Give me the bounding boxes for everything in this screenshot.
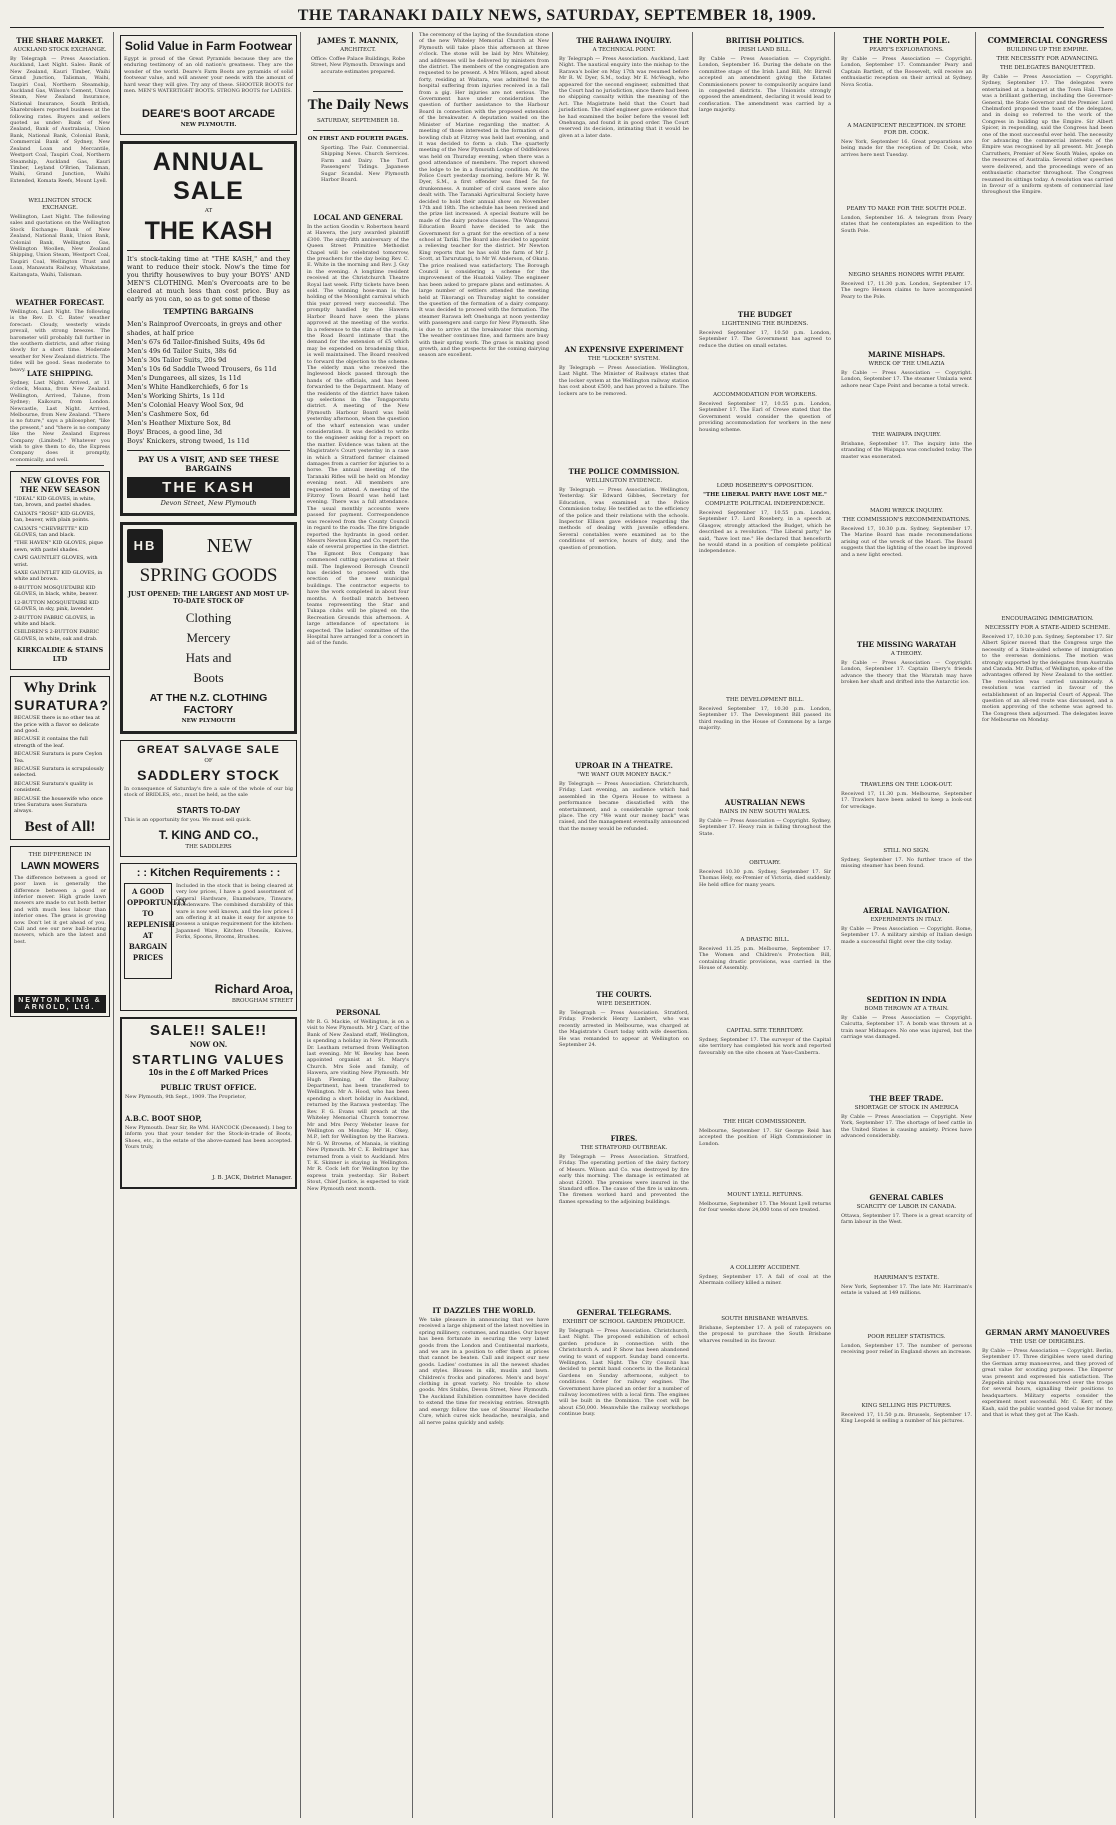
king-text: Received 17, 11.50 p.m. Brussels, September 17. King Leopold is selling a number of his pictures. <box>841 1412 972 1425</box>
army-heading: GERMAN ARMY MANOEUVRES <box>985 1328 1110 1337</box>
glove-item: 2-BUTTON FABRIC GLOVES, in white and black. <box>14 614 95 627</box>
deares-boot-arcade: DEARE'S BOOT ARCADE <box>142 108 275 120</box>
negro-sub: NEGRO SHARES HONORS WITH PEARY. <box>848 272 965 278</box>
suratura-point: BECAUSE Suratura's quality is consistent. <box>14 780 93 794</box>
bargain-item: Boys' Knickers, strong tweed, 1s 11d <box>127 437 250 445</box>
suratura-point: BECAUSE Suratura is scrupulously selected. <box>14 765 104 779</box>
maori-wreck-sub: MAORI WRECK INQUIRY. <box>870 508 943 514</box>
accommodation-text: Received September 17, 10.55 p.m. London, September 17. The Earl of Crewe stated that the Government would consider the question of providing accommodation for workers in the new housing scheme. <box>699 401 831 433</box>
lawn-mowers-text: The difference between a good or poor lawn is generally the difference between a good or inferior mower. High grade lawn mowers are made to cut both better and with much less labour than inferior ones. The grass is growing now. Don't let it get ahead of you. Call and see our new ball-bearing mowers, which are the latest and best. <box>14 874 106 945</box>
weather-text: Wellington, Last Night. The following is the Rev. D. C. Bates' weather forecast: Cloudy, westerly winds prevail, with strong breezes. The barometer will probably fall further in the southern districts, and after rising slowly for a short time. Moderate weather for New Zealand districts. The tides will be good. Seas moderate to heavy. <box>10 309 110 373</box>
wreck-text: By Cable — Press Association — Copyright. London, September 17. The steamer Umlazia went ashore near Cape Point and became a total wreck. <box>841 370 972 389</box>
wreck-sub: WRECK OF THE UMLAZIA <box>868 361 945 367</box>
glove-item: 8-BUTTON MOSQUETAIRE KID GLOVES, in black, white, beaver. <box>14 584 98 598</box>
starts-today: STARTS TO-DAY <box>176 806 241 815</box>
of-text: OF <box>204 758 213 764</box>
marine-heading: MARINE MISHAPS. <box>867 350 946 359</box>
theory-sub: A THEORY. <box>890 651 923 657</box>
gloves-list <box>14 496 106 642</box>
glove-item: 12-BUTTON MOSQUETAIRE KID GLOVES, in sky, pink, lavender. <box>14 599 99 613</box>
glove-item: "IDEAL" KID GLOVES, in white, tan, brown, and pastel shades. <box>14 496 96 509</box>
farm-footwear-text: Egypt is proud of the Great Pyramids because they are the enduring testimony of an old nation's greatness. They are the wonder of the world. Deare's Farm Boots are pyramids of solid footwear value, and will answer your needs with the amount of hard wear they will give. Try any of these. SHOOTER BOOTS for men. MEN'S WATERTIGHT BOOTS. STRONG BOOTS for LADIES. <box>124 56 293 95</box>
saddlery-heading: SADDLERY STOCK <box>137 767 280 783</box>
evidence-sub: WELLINGTON EVIDENCE. <box>585 478 663 484</box>
gloves-heading: NEW GLOVES FOR THE NEW SEASON <box>19 476 101 494</box>
sale-sale-heading: SALE!! SALE!! <box>149 1022 268 1039</box>
peary-south-sub: PEARY TO MAKE FOR THE SOUTH POLE. <box>846 206 967 212</box>
rahawa-text: By Telegraph — Press Association. Auckland, Last Night. The nautical enquiry into the mishap to the Rarawa's boiler on May 17th was resumed before Mr R. W. Dyer, S.M., today. Mr E. McVeagh, who appeared for the second engineer, submitted that the Court had no jurisdiction, since there had been no shipping casualty within the meaning of the Act. The Magistrate held that the Court had jurisdiction. The chief engineer gave evidence that he had examined the boiler before the vessel left Onehunga, and found it in good order. The Court reserved its decision, intimating that it would be given at a later date. <box>559 56 689 139</box>
bomb-text: By Cable — Press Association — Copyright. Calcutta, September 17. A bomb was thrown at a train near Midnapore. No one was injured, but the carriage was damaged. <box>841 1015 972 1041</box>
opportunity-box: A GOOD OPPORTUNITY TO REPLENISH AT BARGAIN PRICES <box>124 883 172 979</box>
development-sub: THE DEVELOPMENT BILL. <box>726 697 804 703</box>
dirigibles-sub: THE USE OF DIRIGIBLES. <box>1010 1339 1085 1345</box>
richard-aroa-name: Richard Aroa, <box>214 982 293 996</box>
late-shipping-text: Sydney, Last Night. Arrived, at 11 o'clock, Moana, from New Zealand. Wellington, Arrived, Talune, from Sydney; Kaikoura, from London. Newcastle, Last Night. Arrived, Melbourne, from New Zealand. "There is no future," says a philosopher, "like the present," and "there is no company like the New Zealand Express Company (Limited)." Whatever you wish to give them to do, the Express Company does it promptly, economically, and well. <box>10 380 110 463</box>
mercery-text: Mercery <box>186 630 231 645</box>
best-of-all-heading: Best of All! <box>24 818 96 835</box>
fires-heading: FIRES. <box>610 1134 638 1143</box>
suratura-point: BECAUSE Suratura is pure Ceylon Tea. <box>14 751 103 764</box>
commission-text: Received 17, 10.30 p.m. Sydney, September 17. The Marine Board has made recommendations arising out of the wreck of the Maori. The Board suggests that the lighting of the coast be improved and a new light erected. <box>841 526 972 558</box>
pearys-sub: PEARY'S EXPLORATIONS. <box>869 47 944 53</box>
salvage-heading: GREAT SALVAGE SALE <box>137 744 280 756</box>
weather-heading: WEATHER FORECAST. <box>15 298 105 307</box>
suratura-ad <box>10 676 110 840</box>
factory-location: NEW PLYMOUTH <box>181 718 236 724</box>
saddlers-sub: THE SADDLERS <box>185 844 232 850</box>
trust-text-2: New Plymouth. Dear Sir, Re WM. HANCOCK (Deceased). I beg to inform you that your tender for the Stock-in-trade of Boots, Shoes, etc., in the estate of the above-named has been accepted. Yours truly, <box>125 1125 292 1151</box>
north-pole-heading: THE NORTH POLE. <box>863 35 950 45</box>
boots-text: Boots <box>193 670 224 685</box>
courts-heading: THE COURTS. <box>596 990 652 999</box>
expensive-heading: AN EXPENSIVE EXPERIMENT <box>564 345 684 354</box>
lawn-mowers-heading: LAWN MOWERS <box>20 860 100 872</box>
still-no-text: Sydney, September 17. No further trace of the missing steamer has been found. <box>841 857 972 870</box>
bargains-list <box>127 320 290 446</box>
courts-text: By Telegraph — Press Association. Stratford, Friday. Frederick Henry Lambert, who was recently arrested in Melbourne, was charged at the Magistrate's Court today with wife desertion. He was remanded to appear at Wellington on September 24. <box>559 1010 689 1049</box>
dazzles-heading: IT DAZZLES THE WORLD. <box>432 1306 536 1315</box>
column-4 <box>419 32 553 1818</box>
waipapa-sub: THE WAIPAPA INQUIRY. <box>872 432 941 438</box>
abc-boot-ad <box>120 1017 297 1189</box>
on-first-pages: ON FIRST AND FOURTH PAGES. <box>307 136 409 142</box>
trawlers-sub: TRAWLERS ON THE LOOK-OUT. <box>860 782 953 788</box>
negro-text: Received 17, 11.30 p.m. London, September 17. The negro Henson claims to have accompanied Peary to the Pole. <box>841 281 972 300</box>
tking-name: T. KING AND CO., <box>158 828 259 842</box>
letter-signature: J. B. JACK, District Manager. <box>212 1175 292 1181</box>
immigration-sub: ENCOURAGING IMMIGRATION. <box>1001 616 1094 622</box>
theory-text: By Cable — Press Association — Copyright. London, September 17. Captain Ilbery's friends advance the theory that the Waratah may have broken her shaft and drifted into the Antarctic ice. <box>841 660 972 686</box>
bargain-item: Men's Working Shirts, 1s 11d <box>127 392 225 400</box>
column-5 <box>559 32 693 1818</box>
spring-goods-heading: SPRING GOODS <box>139 565 278 586</box>
general-telegrams-text: By Telegraph — Press Association. Christchurch, Last Night. The proposed exhibition of school garden produce in connection with the Christchurch A. and P. Show has been abandoned owing to want of support. Sunday band concerts. Wellington, Last Night. The City Council has decided to permit band concerts in the Botanical Gardens on Sunday afternoons, subject to conditions. Order for railway engines. The Government have placed an order for a number of railway locomotives with a local firm. The engines will be built in the Dominion. The cost will be about £50,000. Meanwhile the railway workshops continue busy. <box>559 1328 689 1418</box>
kitchen-heading: : : Kitchen Requirements : : <box>136 867 281 879</box>
experiments-text: By Cable — Press Association — Copyright. Rome, September 17. A military airship of Italian design made a successful flight over the city today. <box>841 926 972 945</box>
pearys-text: By Cable — Press Association — Copyright. London, September 17. Commander Peary and Captain Bartlett, of the Roosevelt, will receive an enthusiastic reception on their arrival at Sydney, Nova Scotia. <box>841 56 972 88</box>
personal-text: Mr R. G. Mackie, of Wellington, is on a visit to New Plymouth. Mr J. Carr, of the Bank of New Zealand staff, Wellington, is spending a holiday in New Plymouth. Dr. Leatham returned from Wellington last evening. Mr W. Bewley has been appointed organist at St. Mary's Church. Mrs Sole and family, of Hawera, are visiting New Plymouth. Mr Hugh Fleming, of the Railway Department, has been transferred to Wellington. Mr A. Hood, who has been spending a short holiday in Auckland, returned by the Rarawa yesterday. The Rev. F. G. Evans will preach at the Whiteley Memorial Church tomorrow. Mr and Mrs Percy Webster leave for Wellington on Monday. Mr H. Okey, M.P., left for Wellington by the Rarawa. Mr G. W. Browne, of Manaia, is visiting New Plymouth. Mr C. E. Bellringer has returned from a visit to Auckland. Mrs T. K. Skinner is staying in Wellington. Mr R. Cock left for Wellington by the express train yesterday. Sir Robert Stout, Chief Justice, is expected to visit New Plymouth next month. <box>307 1019 409 1192</box>
farm-footwear-ad <box>120 35 297 135</box>
public-trust-heading: PUBLIC TRUST OFFICE. <box>160 1083 257 1092</box>
accommodation-sub: ACCOMMODATION FOR WORKERS. <box>713 392 817 398</box>
stratford-sub: THE STRATFORD OUTBREAK. <box>580 1145 668 1151</box>
locker-sub: THE "LOCKER" SYSTEM. <box>588 356 660 362</box>
magnificent-sub: A MAGNIFICENT RECEPTION. IN STORE FOR DR. COOK. <box>847 123 966 136</box>
just-opened-text: JUST OPENED: THE LARGEST AND MOST UP-TO-DATE STOCK OF <box>127 591 290 605</box>
colliery-text: Sydney, September 17. A fall of coal at the Abermain colliery killed a miner. <box>699 1274 831 1287</box>
column-2 <box>120 32 301 1818</box>
money-back-sub: "WE WANT OUR MONEY BACK." <box>577 772 671 778</box>
bargain-item: Men's 10s 6d Saddle Tweed Trousers, 6s 11d <box>127 365 277 373</box>
army-text: By Cable — Press Association — Copyright. Berlin, September 17. Three dirigibles were used during the German army manoeuvres, and they proved of great value for scouting purposes. The Emperor was present and expressed his satisfaction. The Zeppelin airship was manoeuvred over the troops for several hours, signalling their positions to headquarters. Military experts consider the experiment most successful. Mr. C. Kerr, of the Kash, said the public wanted good value for money, and that is what they got at The Kash. <box>982 1348 1113 1419</box>
mannix-text: Office: Coffee Palace Buildings, Robe Street, New Plymouth. Drawings and accurate estimates prepared. <box>310 56 406 75</box>
bargain-item: Men's Cashmere Sox, 6d <box>127 410 209 418</box>
theatre-text: By Telegraph — Press Association. Christchurch, Friday. Last evening, an audience which had assembled in the Opera House to witness a performance became dissatisfied with the entertainment, and a considerable uproar took place. The cry "We want our money back" was raised, and the management eventually announced that the money would be refunded. <box>559 781 689 832</box>
now-on-text: NOW ON. <box>189 1040 228 1049</box>
glove-item: CAPE GAUNTLET GLOVES, with wrist. <box>14 555 98 568</box>
locker-text: By Telegraph — Press Association. Wellington, Last Night. The Minister of Railways states that the locker system at the Wellington railway station has cost about £500, and has proved a failure. The lockers are to be removed. <box>559 365 689 397</box>
harriman-text: New York, September 17. The late Mr. Harriman's estate is valued at 149 millions. <box>841 1284 972 1297</box>
suratura-point: BECAUSE there is no other tea at the price with a flavor so delicate and good. <box>14 715 101 734</box>
wellington-exchange-heading: WELLINGTON STOCK EXCHANGE. <box>28 198 92 211</box>
abc-boot-name: A.B.C. BOOT SHOP, <box>125 1114 202 1123</box>
bomb-sub: BOMB THROWN AT A TRAIN. <box>864 1006 949 1012</box>
development-text: Received September 17, 10.30 p.m. London, September 17. The Development Bill passed its third reading in the House of Commons by a large majority. <box>699 706 831 732</box>
kitchen-ad <box>120 863 297 1011</box>
suratura-list <box>14 715 106 815</box>
commercial-congress-heading: COMMERCIAL CONGRESS <box>987 35 1108 45</box>
contents-list: Sporting. The Fair. Commercial. Shipping News. Church Services. Farm and Dairy. The Turf. Passengers' Tidings. Japanese Sugar Scandal. New Plymouth Harbor Board. <box>321 145 409 184</box>
irish-land-sub: IRISH LAND BILL. <box>738 47 792 53</box>
lightening-text: Received September 17, 10.50 p.m. London, September 17. The Government has agreed to reduce the duties on small estates. <box>699 330 831 349</box>
brougham-sub: BROUGHAM STREET <box>231 998 293 1004</box>
police-text: By Telegraph — Press Association. Wellington, Yesterday. Sir Edward Gibbes, Secretary for Education, was examined at the Police Commission today. He testified as to the efficiency of the police and their relations with the schools. Inspector Ellison gave evidence regarding the methods of dealing with juvenile offenders. Several constables were examined as to the conditions of service, hours of duty, and the question of promotion. <box>559 487 689 551</box>
kitchen-text: Included in the stock that is being cleared at very low prices, I have a good assortment of General Hardware, Enamelware, Tinware, Woodenware. The combined durability of this ware is now well known, and the low prices I am offering it at make it easy for anyone to possess a unique requirement for the kitchen: Japanned Ware, Kitchen Utensils, Knives, Forks, Spoons, Brooms, Brushes. <box>176 883 293 941</box>
ten-in-pound: 10s in the £ off Marked Prices <box>148 1067 269 1077</box>
police-heading: THE POLICE COMMISSION. <box>568 467 680 476</box>
bargain-item: Men's White Handkerchiefs, 6 for 1s <box>127 383 248 391</box>
trawlers-text: Received 17, 11.30 p.m. Melbourne, September 17. Trawlers have been asked to keep a look-out for wreckage. <box>841 791 972 810</box>
aerial-heading: AERIAL NAVIGATION. <box>863 906 950 915</box>
daily-news-title: The Daily News <box>307 97 409 113</box>
bargain-item: Men's 30s Tailor Suits, 20s 9d <box>127 356 227 364</box>
column-6 <box>699 32 835 1818</box>
column-8 <box>982 32 1116 1818</box>
lawn-mowers-sub: THE DIFFERENCE IN <box>28 851 92 858</box>
at-text: AT <box>204 208 213 214</box>
irish-land-text: By Cable — Press Association — Copyright. London, September 16. During the debate on the committee stage of the Irish Land Bill, Mr. Birrell accepted an amendment giving the Estates Commissioners power to compulsorily acquire land in congested districts. The Unionists strongly opposed the amendment, declaring it would lead to confiscation. The amendment was carried by a large majority. <box>699 56 831 114</box>
column-7 <box>841 32 976 1818</box>
startling-heading: STARTLING VALUES <box>132 1052 285 1067</box>
annual-sale-heading: ANNUAL SALE <box>152 148 265 205</box>
garden-sub: EXHIBIT OF SCHOOL GARDEN PRODUCE. <box>562 1319 686 1325</box>
lightening-sub: LIGHTENING THE BURDENS. <box>721 321 809 327</box>
mount-lyell-sub: MOUNT LYELL RETURNS. <box>727 1192 803 1198</box>
trust-text-1: New Plymouth, 9th Sept., 1909. The Proprietor, <box>125 1094 247 1100</box>
tempting-bargains: TEMPTING BARGAINS <box>163 307 254 316</box>
kash-intro-text: It's stock-taking time at "THE KASH," and they want to reduce their stock. Now's the time for you thrifty housewives to buy your BOYS' AND MEN'S CLOTHING. Men's Overcoats are to be cleared at much less than cost price. Buy as early as you can, so as to get some of these <box>127 255 290 303</box>
kirkcaldie-name: KIRKCALDIE & STAINS LTD <box>16 646 104 664</box>
glove-item: "THE HAVEN" KID GLOVES, pique sewn, with pastel shades. <box>14 540 103 553</box>
annual-sale-ad <box>120 141 297 516</box>
wife-desertion-sub: WIFE DESERTION. <box>596 1001 652 1007</box>
kash-address: Devon Street, New Plymouth <box>160 499 257 507</box>
building-up-sub: BUILDING UP THE EMPIRE. <box>1006 47 1089 53</box>
scarcity-sub: SCARCITY OF LABOR IN CANADA. <box>856 1204 957 1210</box>
arnold-footer: NEWTON KING & ARNOLD, Ltd. <box>14 995 106 1013</box>
king-sub: KING SELLING HIS PICTURES. <box>861 1403 952 1409</box>
col4-dazzles-text: We take pleasure in announcing that we have received a large shipment of the latest novelties in spring millinery, costumes, and mantles. Our buyer has been fortunate in securing the very latest goods from the London and Continental markets, and we are in a position to offer them at prices that cannot be beaten. Call and inspect our new goods. Ladies' costumes in all the newest shades and styles. Blouses in silk, muslin and lawn. Children's frocks and pinafores. Men's and boys' clothing in great variety. No trouble to show goods. Mrs Stubbs, Devon Street, New Plymouth. The Auckland Exhibition committee have decided to extend the time for receiving entries. Strength and energy follow the use of Stearns' Headache Cure, which cures sick headache, neuralgia, and all nerve pains quickly and safely. <box>419 1317 550 1426</box>
local-general-heading: LOCAL AND GENERAL <box>313 213 403 222</box>
suratura-point: BECAUSE the housewife who once tries Suratura uses Suratura always. <box>14 795 103 815</box>
clothing-text: Clothing <box>185 610 232 625</box>
magnificent-text: New York, September 16. Great preparations are being made for the reception of Dr. Cook, who arrives here next Tuesday. <box>841 139 972 158</box>
masthead: THE TARANAKI DAILY NEWS, SATURDAY, SEPTEMBER 18, 1909. <box>10 6 1104 28</box>
farm-footwear-heading: Solid Value in Farm Footwear <box>124 39 293 53</box>
personal-heading: PERSONAL <box>335 1008 381 1017</box>
obituary-text: Received 10.30 p.m. Sydney, September 17. Sir Thomas Hely, ex-Premier of Victoria, died suddenly. He held office for many years. <box>699 869 831 888</box>
budget-heading: THE BUDGET <box>737 310 793 319</box>
mannix-name: JAMES T. MANNIX, <box>317 36 399 45</box>
salvage-text: In consequence of Saturday's fire a sale of the whole of our big stock of BRIDLES, etc., must be held, as the sale <box>124 786 293 799</box>
hb-logo: HB <box>127 529 163 563</box>
high-commissioner-text: Melbourne, September 17. Sir George Reid has accepted the position of High Commissioner in London. <box>699 1128 831 1147</box>
lawn-mowers-ad <box>10 846 110 1017</box>
factory-heading: AT THE N.Z. CLOTHING FACTORY <box>149 692 268 716</box>
rains-text: By Cable — Press Association — Copyright. Sydney, September 17. Heavy rain is falling throughout the State. <box>699 818 831 837</box>
shortage-sub: SHORTAGE OF STOCK IN AMERICA <box>854 1105 959 1111</box>
liberal-party-sub: "THE LIBERAL PARTY HAVE LOST ME." <box>703 492 827 498</box>
salvage-sale-ad <box>120 740 297 857</box>
bargain-item: Men's 49s 6d Tailor Suits, 38s 6d <box>127 347 237 355</box>
fires-text: By Telegraph — Press Association. Stratford, Friday. The operating portion of the dairy factory of Messrs. Wilson and Co. was destroyed by fire early this morning. The damage is estimated at about £2000. The premises were insured in the Standard office. The cause of the fire is unknown. The firemen worked hard and prevented the flames spreading to the adjoining buildings. <box>559 1154 689 1205</box>
general-telegrams-heading: GENERAL TELEGRAMS. <box>576 1308 672 1317</box>
missing-heading: THE MISSING WARATAH <box>856 640 957 649</box>
peary-south-text: London, September 16. A telegram from Peary states that he contemplates an expedition to the South Pole. <box>841 215 972 234</box>
harriman-sub: HARRIMAN'S ESTATE. <box>874 1275 939 1281</box>
new-heading: NEW <box>206 534 253 557</box>
drastic-sub: A DRASTIC BILL. <box>740 937 790 943</box>
rahawa-heading: THE RAHAWA INQUIRY. <box>576 36 672 45</box>
bargain-item: Men's Heather Mixture Sox, 8d <box>127 419 231 427</box>
column-3 <box>307 32 413 1818</box>
state-aided-sub: NECESSITY FOR A STATE-AIDED SCHEME. <box>984 625 1110 631</box>
pay-visit-text: PAY US A VISIT, AND SEE THESE BARGAINS <box>138 455 279 473</box>
wellington-exchange-text: Wellington, Last Night. The following sales and quotations on the Wellington Stock Exchange: Bank of New Zealand, National Bank, Union Bank, Colonial Bank, Wellington Gas, Wellington Woollen, New Zealand Shipping, Union Steam, Westport Coal, Taupiri Coal, Wellington Trust and Loan, Manawatu Railway, Whakatane, Kaitangata, Waihi, Talisman. <box>10 214 110 278</box>
glove-item: CHILDREN'S 2-BUTTON FABRIC GLOVES, in white, oak and drab. <box>14 629 100 642</box>
glove-item: SAXE GAUNTLET KID GLOVES, in white and brown. <box>14 570 103 583</box>
scarcity-text: Ottawa, September 17. There is a great scarcity of farm labour in the West. <box>841 1213 972 1226</box>
bargain-item: Men's Rainproof Overcoats, in greys and other shades, at half price <box>127 320 282 337</box>
hats-text: Hats and <box>185 650 232 665</box>
waipapa-text: Brisbane, September 17. The inquiry into the stranding of the Waipapa was concluded today. The master was exonerated. <box>841 441 972 460</box>
shortage-text: By Cable — Press Association — Copyright. New York, September 17. The shortage of beef cattle in the United States is causing anxiety. Prices have advanced considerably. <box>841 1114 972 1140</box>
colliery-sub: A COLLIERY ACCIDENT. <box>730 1265 800 1271</box>
suratura-point: BECAUSE it contains the full strength of the leaf. <box>14 736 88 749</box>
bargain-item: Boys' Braces, a good line, 3d <box>127 428 223 436</box>
the-kash-footer: THE KASH <box>127 477 290 498</box>
capital-sub: CAPITAL SITE TERRITORY. <box>726 1028 804 1034</box>
poor-relief-sub: POOR RELIEF STATISTICS. <box>867 1334 946 1340</box>
suratura-heading: SURATURA? <box>14 697 110 714</box>
experiments-sub: EXPERIMENTS IN ITALY. <box>870 917 943 923</box>
general-cables-heading: GENERAL CABLES <box>869 1193 944 1202</box>
british-politics-heading: BRITISH POLITICS. <box>725 36 805 45</box>
glove-item: CALVATS "ROSE" KID GLOVES, tan, beaver, with plain points. <box>14 510 95 524</box>
architect-sub: ARCHITECT. <box>340 47 376 53</box>
local-general-text: In the action Goodin v. Robertson heard at Hawera, the jury awarded plaintiff £300. The sixty-fifth anniversary of the Queen Street Primitive Methodist Chapel will be celebrated tomorrow, the preachers for the day being Rev. C. E. White in the morning and Rev. J. Guy in the evening. A longtime resident received at the Christchurch Theatre Royal last week. Fifty tickets have been sold. The winning hose-man is the holding of the Moonlight carnival which this year proved very successful. The promptly handled by the Hawera Harbor Board have seen the plans approved at the meeting of the works. In a reference to the state of the roads, the Road Board intimate that the demand for the extension of £5 which may be expended on broadening thus, is well maintained. The Board resolved to forward the objection to the scheme. The elderly man who received the Inglewood block passed through the hands of the officials, and has been forwarded to the Department. Many of the residents of the district have taken up selections in the Tongaporutu district. A meeting of the New Plymouth Harbour Board was held yesterday afternoon, when the question of the wharf extension was under consideration. It was decided to write to the engineer asking for a report on the matter. Evidence was taken at the Magistrate's Court yesterday in a case in which a Stratford farmer claimed damages from a carrier for injuries to a horse. The annual meeting of the Taranaki Rifles will be held on Monday evening next. All members are requested to attend. A meeting of the Fitzroy Town Board was held last evening. There was a full attendance. The usual monthly accounts were passed for payment. Correspondence was received from the County Council in regard to the roads. The fire brigade reported the hydrants in good order. Messrs Newton King and Co. report the sale of several properties in the district. The Egmont Box Company has commenced cutting operations at their mill. The Inglewood Borough Council has decided to proceed with the erection of the new municipal buildings. The contractor expects to have the work completed in about four months. A football match between teams representing the Star and Tukapa clubs will be played on the Recreation Grounds this afternoon. A large attendance of spectators is expected. The ladies' committee of the Hospital have arranged for a concert in aid of the funds. <box>307 224 409 647</box>
technical-sub: A TECHNICAL POINT. <box>592 47 656 53</box>
rosebery-text: Received September 17, 10.55 p.m. London, September 17. Lord Rosebery, in a speech at Glasgow, strongly attacked the Budget, which he described as a revolution. "The Liberal party," he said, "have lost me." He declared that henceforth he would stand in a position of complete political independence. <box>699 510 831 555</box>
rosebery-sub: LORD ROSEBERY'S OPPOSITION. <box>716 483 814 489</box>
immigration-text: Received 17, 10.30 p.m. Sydney, September 17. Sir Albert Spicer moved that the Congress urge the necessity of a State-aided scheme of immigration to the overseas dominions. The motion was strongly supported by the delegates from Australia and Canada. Mr. Duffus, of Wellington, spoke of the advantages offered by New Zealand to the settler. The resolution was carried unanimously. A resolution was carried in favour of the establishment of an Imperial Court of Appeal. The question of an all-red route was discussed, and a motion approving of the scheme was agreed to. The Congress then adjourned. The delegates leave for Melbourne on Monday. <box>982 634 1114 724</box>
banquetted-sub: THE DELEGATES BANQUETTED. <box>1000 65 1095 71</box>
capital-text: Sydney, September 17. The surveyor of the Capital site territory has completed his work and reported favourably on the site chosen at Yass-Canberra. <box>699 1037 831 1056</box>
late-shipping-heading: LATE SHIPPING. <box>26 369 94 378</box>
high-commissioner-sub: THE HIGH COMMISSIONER. <box>723 1119 807 1125</box>
auckland-exchange-heading: AUCKLAND STOCK EXCHANGE. <box>13 47 107 53</box>
rains-sub: RAINS IN NEW SOUTH WALES. <box>719 809 811 815</box>
obituary-sub: OBITUARY. <box>749 860 781 866</box>
bargain-item: Men's Colonial Heavy Wool Sox, 9d <box>127 401 244 409</box>
mount-lyell-text: Melbourne, September 17. The Mount Lyell returns for four weeks show 24,000 tons of ore treated. <box>699 1201 831 1214</box>
bargain-item: Men's 67s 6d Tailor-finished Suits, 49s 6d <box>127 338 265 346</box>
col4-main-text: The ceremony of the laying of the foundation stone of the new Whiteley Memorial Church at New Plymouth will take place this afternoon at three o'clock. The stone will be laid by Mrs Whiteley, and addresses will be delivered by ministers from the district. The members of the congregation are requested to be present. A Mrs Wilson, aged about forty, residing at Waitara, was admitted to the hospital suffering from injuries received in a fall from a gig. Her injuries are not serious. The Government have under consideration the question of further assistance to the Harbour Board in connection with the proposed extension of the breakwater. A deputation waited on the Minister of Marine regarding the matter. A meeting of those interested in the formation of a bowling club at Fitzroy was held last evening, and it was decided to form a club. The quarterly meeting of the New Plymouth Lodge of Oddfellows was held on Thursday evening, when there was a good attendance of members. The report showed the lodge to be in a flourishing condition. At the Police Court yesterday morning, before Mr R. W. Dyer, S.M., a first offender was fined 5s for drunkenness. A number of civil cases were also dealt with. The Taranaki Agricultural Society have decided to hold their annual show on November 17th and 18th. The schedule has been revised and the prize list increased. A special feature will be made of the dairy produce classes. The Wanganui Education Board have decided to ask the Government for a grant for the erection of a new school at Tariki. The Board also decided to appoint a relieving teacher for the district. Mr Newton King reports that he has sold the farm of Mr J. Scott, at Tarurutangi, to Mr W. Anderson, of Okato. The price realised was satisfactory. The Borough Council is considering a scheme for the improvement of the Huatoki Valley. The engineer has been asked to prepare plans and estimates. A large number of settlers attended the meeting held at Tikorangi on Thursday night to consider the question of the formation of a dairy company. It was decided to proceed with the formation. The steamer Rarawa left Onehunga at noon yesterday with passengers and cargo for New Plymouth. She is due to arrive at the breakwater this morning. The weather continues fine, and farmers are busy with their spring work. The grass is making good growth, and the prospects for the coming dairying season are excellent. <box>419 32 549 359</box>
new-plymouth-sub: NEW PLYMOUTH. <box>180 122 237 128</box>
gloves-ad <box>10 471 110 670</box>
glove-item: CALVATS "CHEVRETTE" KID GLOVES, tan and black. <box>14 525 89 539</box>
beef-heading: THE BEEF TRADE. <box>869 1094 944 1103</box>
bargain-item: Men's Dungarees, all sizes, 1s 11d <box>127 374 241 382</box>
poor-relief-text: London, September 17. The number of persons receiving poor relief in England shows an increase. <box>841 1343 972 1356</box>
daily-news-date: SATURDAY, SEPTEMBER 18. <box>317 118 399 124</box>
congress-text: By Cable — Press Association — Copyright. Sydney, September 17. The delegates were entertained at a banquet at the Town Hall. There was a brilliant gathering, including the Governor-General, the State Governor and the Premier. Lord Chelmsford proposed the toast of the delegates, and in doing so referred to the work of the Congress in building up the Empire. Sir Albert Spicer, in responding, said the Congress had been one of the most successful ever held. The necessity for advancing the commercial interests of the Empire was recognised by all present. Mr. Joseph Carruthers, Premier of New South Wales, spoke on the resources of Australia. Several other speeches were delivered, and the proceedings were of an enthusiastic character throughout. The Congress resumed its sittings today. A resolution was carried in favour of a uniform system of commercial law throughout the Empire. <box>982 74 1113 196</box>
the-kash-heading: THE KASH <box>144 217 273 245</box>
share-market-heading: THE SHARE MARKET. <box>16 36 104 45</box>
necessity-sub: THE NECESSITY FOR ADVANCING. <box>996 56 1099 62</box>
wharves-sub: SOUTH BRISBANE WHARVES. <box>721 1316 809 1322</box>
theatre-heading: UPROAR IN A THEATRE. <box>575 761 673 770</box>
commission-sub: THE COMMISSION'S RECOMMENDATIONS. <box>842 517 971 523</box>
why-drink-heading: Why Drink <box>23 680 97 697</box>
wharves-text: Brisbane, September 17. A poll of ratepayers on the proposal to purchase the South Brisbane wharves resulted in its favour. <box>699 1325 831 1344</box>
column-1 <box>10 32 114 1818</box>
sedition-heading: SEDITION IN INDIA <box>866 995 947 1004</box>
share-market-text: By Telegraph — Press Association. Auckland, Last Night. Sales: Bank of New Zealand, Kauri Timber, Waihi Grand Junction, Talisman, Waihi, Taupiri Coal, Northern Steamship, Auckland Gas, Wilson's Cement, Union Steam, New Zealand Insurance, National Insurance, South British, Sharebrokers reported business at the following rates. Buyers and sellers quoted as under: Bank of New Zealand, Bank of Australasia, Union Bank, National Bank, Colonial Bank, Commercial Bank of Sydney, New Zealand Loan and Mercantile, Westport Coal, Taupiri Coal, Northern Steamship, Auckland Gas, Kauri Timber, Leyland O'Brien, Talisman, Waihi, Grand Junction, Waihi Extended, Komata Reefs, Mount Lyell. <box>10 56 110 184</box>
still-no-sub: STILL NO SIGN. <box>883 848 930 854</box>
drastic-text: Received 11.25 p.m. Melbourne, September 17. The Women and Children's Protection Bill, containing drastic provisions, was carried in the House of Assembly. <box>699 946 831 972</box>
australian-news-heading: AUSTRALIAN NEWS <box>724 798 806 807</box>
salvage-text-2: This is an opportunity for you. We must sell quick. <box>124 817 252 823</box>
complete-sub: COMPLETE POLITICAL INDEPENDENCE. <box>705 501 825 507</box>
spring-goods-ad <box>120 522 297 734</box>
